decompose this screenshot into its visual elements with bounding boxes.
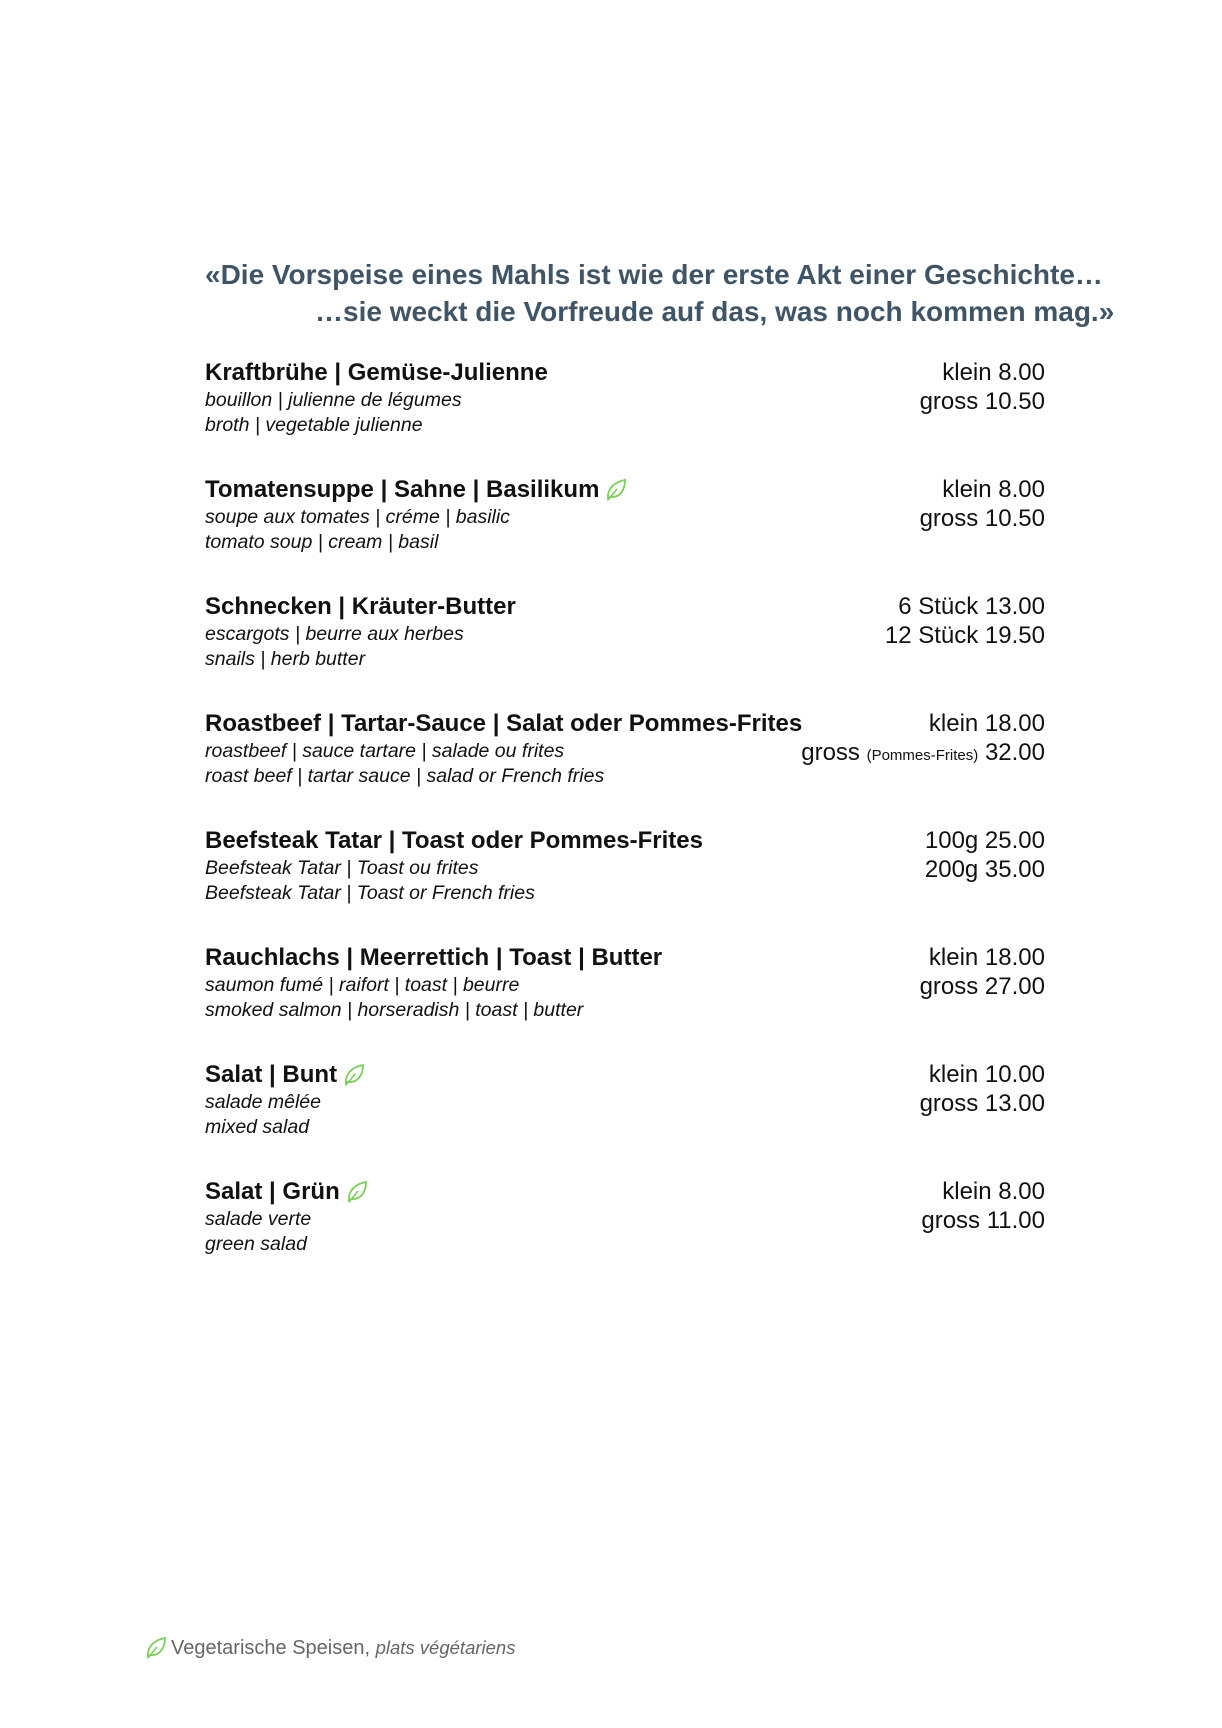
menu-item [205,1177,1045,1294]
item-description-fr: escargots | beurre aux herbes [205,623,464,645]
price-small: 100g 25.00 [924,827,1045,854]
item-name: Salat | Bunt [205,1060,1045,1090]
price-large: gross 10.50 [919,505,1045,532]
item-description-fr: roastbeef | sauce tartare | salade ou frites [205,740,565,762]
leaf-icon [145,1636,167,1660]
leaf-icon [605,478,627,502]
leaf-icon [346,1180,368,1204]
item-description-fr: saumon fumé | raifort | toast | beurre [205,974,520,996]
item-description-fr: Beefsteak Tatar | Toast ou frites [205,857,479,879]
item-name: Rauchlachs | Meerrettich | Toast | Butter [205,944,663,971]
price-large: 12 Stück 19.50 [884,622,1045,649]
item-prices [920,943,1045,1001]
price-large: gross 10.50 [919,388,1045,415]
menu-item [205,358,1045,475]
price-large: gross 13.00 [919,1090,1045,1117]
price-small: klein 8.00 [942,359,1045,386]
item-prices [921,1177,1045,1235]
leaf-icon [343,1063,365,1087]
item-description-en: snails | herb butter [205,648,366,670]
item-name: Kraftbrühe | Gemüse-Julienne [205,359,548,386]
price-small: klein 8.00 [942,476,1045,503]
menu-item [205,943,1045,1060]
price-small: klein 18.00 [928,710,1045,737]
item-description-fr: bouillon | julienne de légumes [205,389,462,411]
item-prices [925,826,1045,884]
price-small: klein 8.00 [942,1178,1045,1205]
item-description-en: green salad [205,1233,307,1255]
price-small: klein 18.00 [928,944,1045,971]
item-description-en: Beefsteak Tatar | Toast or French fries [205,882,535,904]
item-prices [801,709,1045,770]
quote-line-2: …sie weckt die Vorfreude auf das, was noch kommen mag.» [315,296,1115,327]
vegetarian-legend [145,1636,515,1660]
item-prices [920,1060,1045,1118]
quote-line-1: «Die Vorspeise eines Mahls ist wie der erste Akt einer Geschichte… [205,259,1103,290]
item-description-fr: salade verte [205,1208,312,1230]
price-small: 6 Stück 13.00 [898,593,1045,620]
price-large: gross 11.00 [921,1207,1045,1234]
menu-item [205,592,1045,709]
legend-label-fr: plats végétariens [375,1637,516,1658]
item-prices [885,592,1045,650]
item-description-en: smoked salmon | horseradish | toast | butter [205,999,584,1021]
price-large: gross (Pommes-Frites) 32.00 [801,739,1045,766]
item-description-en: mixed salad [205,1116,310,1138]
legend-label-de: Vegetarische Speisen, [171,1636,371,1659]
item-description-en: roast beef | tartar sauce | salad or French fries [205,765,605,787]
item-description-fr: soupe aux tomates | créme | basilic [205,506,510,528]
menu-list [205,358,1045,1294]
item-description-en: tomato soup | cream | basil [205,531,439,553]
menu-item [205,709,1045,826]
item-description-en: broth | vegetable julienne [205,414,423,436]
price-large: gross 27.00 [919,973,1045,1000]
menu-quote [205,256,1145,330]
item-description-fr: salade mêlée [205,1091,321,1113]
price-small: klein 10.00 [928,1061,1045,1088]
item-prices [920,358,1045,416]
item-name: Beefsteak Tatar | Toast oder Pommes-Frites [205,827,703,854]
price-large: 200g 35.00 [924,856,1045,883]
menu-item [205,475,1045,592]
item-name: Schnecken | Kräuter-Butter [205,593,516,620]
item-name: Tomatensuppe | Sahne | Basilikum [205,475,1045,505]
menu-item [205,1060,1045,1177]
item-prices [920,475,1045,533]
item-name: Salat | Grün [205,1177,1045,1207]
menu-item [205,826,1045,943]
item-name: Roastbeef | Tartar-Sauce | Salat oder Pommes-Frites [205,710,803,737]
